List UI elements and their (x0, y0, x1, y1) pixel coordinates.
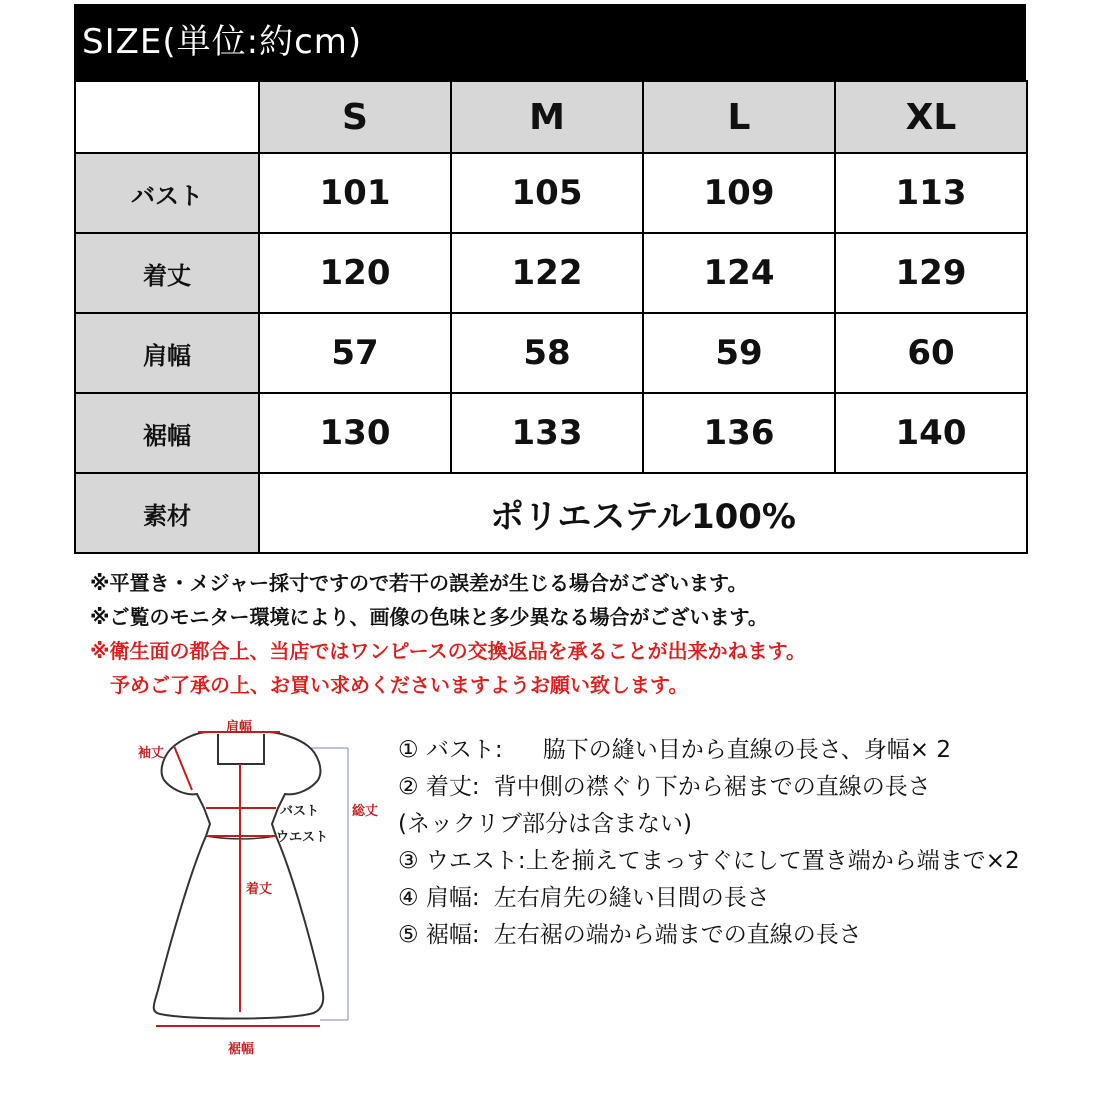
size-header-l: L (643, 81, 835, 153)
material-value: ポリエステル100% (259, 473, 1027, 553)
cell-bust-m: 105 (451, 153, 643, 233)
cell-length-s: 120 (259, 233, 451, 313)
cell-shoulder-s: 57 (259, 313, 451, 393)
definition-term: ⑤ 裾幅: (398, 922, 480, 948)
cell-shoulder-xl: 60 (835, 313, 1027, 393)
definition-length (398, 769, 1088, 806)
size-header-xl: XL (835, 81, 1027, 153)
diagram-label-hem: 裾幅 (228, 1042, 255, 1057)
definition-term: ④ 肩幅: (398, 885, 480, 911)
definition-shoulder (398, 880, 1088, 917)
note-acknowledge: 予めご了承の上、お買い求めくださいますようお願い致します。 (110, 673, 689, 697)
row-label-length: 着丈 (75, 233, 259, 313)
diagram-label-waist: ウエスト (276, 830, 329, 845)
diagram-label-sleeve: 袖丈 (138, 746, 165, 761)
size-title-bar (74, 4, 1026, 80)
measurement-definitions (398, 732, 1088, 954)
definition-desc: (ネックリブ部分は含まない) (398, 811, 692, 837)
diagram-label-total-length: 総丈 (352, 804, 379, 819)
size-header-row (75, 81, 1027, 153)
diagram-label-length: 着丈 (246, 882, 273, 897)
table-row (75, 233, 1027, 313)
definition-waist (398, 843, 1088, 880)
note-monitor: ※ご覧のモニター環境により、画像の色味と多少異なる場合がございます。 (90, 605, 768, 629)
material-row (75, 473, 1027, 553)
table-row (75, 153, 1027, 233)
definition-term: ③ ウエスト: (398, 848, 526, 874)
cell-length-m: 122 (451, 233, 643, 313)
row-label-hem: 裾幅 (75, 393, 259, 473)
row-label-bust: バスト (75, 153, 259, 233)
notes-section (90, 566, 1090, 702)
note-measurement: ※平置き・メジャー採寸ですので若干の誤差が生じる場合がございます。 (90, 571, 748, 595)
definition-bust (398, 732, 1088, 769)
size-table (74, 80, 1028, 554)
diagram-label-shoulder: 肩幅 (226, 720, 253, 735)
cell-hem-s: 130 (259, 393, 451, 473)
table-row (75, 393, 1027, 473)
cell-bust-l: 109 (643, 153, 835, 233)
cell-length-l: 124 (643, 233, 835, 313)
cell-hem-xl: 140 (835, 393, 1027, 473)
definition-length-note (398, 806, 1088, 843)
cell-bust-xl: 113 (835, 153, 1027, 233)
definition-term: ② 着丈: (398, 774, 480, 800)
row-label-material: 素材 (75, 473, 259, 553)
definition-hem (398, 917, 1088, 954)
definition-desc: 上を揃えてまっすぐにして置き端から端まで×2 (525, 848, 1020, 874)
diagram-label-bust: バスト (280, 804, 320, 819)
size-title: SIZE(単位:約cm) (82, 22, 363, 62)
row-label-shoulder: 肩幅 (75, 313, 259, 393)
cell-bust-s: 101 (259, 153, 451, 233)
cell-shoulder-l: 59 (643, 313, 835, 393)
definition-desc: 背中側の襟ぐり下から裾までの直線の長さ (493, 774, 931, 800)
definition-desc: 脇下の縫い目から直線の長さ、身幅× 2 (542, 737, 951, 763)
definition-term: ① バスト: (398, 737, 503, 763)
definition-desc: 左右肩先の縫い目間の長さ (493, 885, 770, 911)
size-header-m: M (451, 81, 643, 153)
dress-outline (154, 732, 324, 1019)
cell-hem-m: 133 (451, 393, 643, 473)
size-header-s: S (259, 81, 451, 153)
table-row (75, 313, 1027, 393)
definition-desc: 左右裾の端から端までの直線の長さ (493, 922, 862, 948)
cell-length-xl: 129 (835, 233, 1027, 313)
corner-cell (75, 81, 259, 153)
cell-hem-l: 136 (643, 393, 835, 473)
dress-diagram (130, 708, 390, 1068)
cell-shoulder-m: 58 (451, 313, 643, 393)
note-return-policy: ※衛生面の都合上、当店ではワンピースの交換返品を承ることが出来かねます。 (90, 639, 807, 663)
